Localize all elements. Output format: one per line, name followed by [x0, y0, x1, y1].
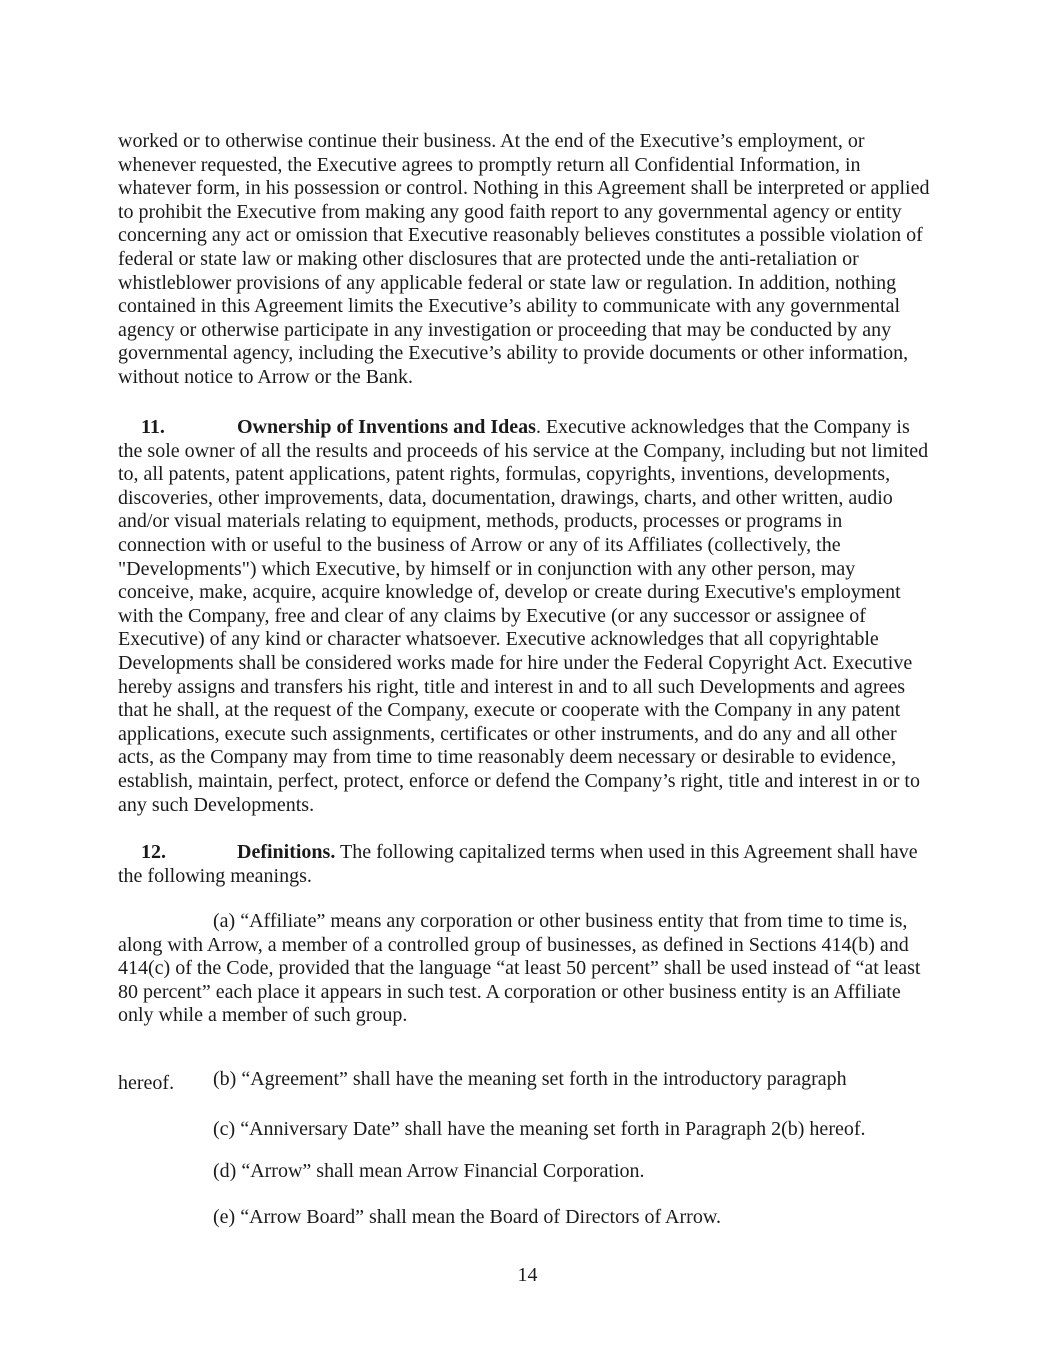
continued-paragraph: worked or to otherwise continue their business. At the end of the Executive’s employment, or whenever requested, the Executive agrees to promptly return all Confidential Information, in whatever form, in his possession or control. Nothing in this Agreement shall be interpreted or applied to prohibit the Executive from making any good faith report to any governmental agency or entity concerning any act or omission that Executive reasonably believes constitutes a possible violation of federal or state law or making other disclosures that are protected unde the anti-retaliation or whistleblower provisions of any applicable federal or state law or regulation. In addition, nothing contained in this Agreement limits the Executive’s ability to communicate with any governmental agency or otherwise participate in any investigation or proceeding that may be conducted by any governmental agency, including the Executive’s ability to provide documents or other information, without notice to Arrow or the Bank. [118, 130, 930, 388]
section-12-body: The following capitalized terms when used in this Agreement shall have the following meanings. [118, 841, 918, 887]
definition-affiliate [118, 910, 933, 1028]
section-11-paragraph [118, 416, 933, 817]
section-12-paragraph [118, 841, 933, 888]
definition-affiliate-text: (a) “Affiliate” means any corporation or other business entity that from time to time is, along with Arrow, a member of a controlled group of businesses, as defined in Sections 414(b) and 414(c) of the Code, provided that the language “at least 50 percent” shall be used instead of “at least 80 percent” each place it appears in such test. A corporation or other business entity is an Affiliate only while a member of such group. [118, 910, 921, 1027]
page-number: 14 [517, 1264, 538, 1286]
section-12-number: 12. [141, 841, 166, 863]
section-11-body: . Executive acknowledges that the Company is the sole owner of all the results and proceeds of his service at the Company, including but not limited to, all patents, patent applications, patent rights, formulas, copyrights, inventions, developments, discoveries, other improvements, data, documentation, drawings, charts, and other written, audio and/or visual materials relating to equipment, methods, products, processes or programs in connection with or useful to the business of Arrow or any of its Affiliates (collectively, the "Developments") which Executive, by himself or in conjunction with any other person, may conceive, make, acquire, acquire knowledge of, develop or create during Executive's employment with the Company, free and clear of any claims by Executive (or any successor or assignee of Executive) of any kind or character whatsoever. Executive acknowledges that all copyrightable Developments shall be considered works made for hire under the Federal Copyright Act. Executive hereby assigns and transfers his right, title and interest in and to all such Developments and agrees that he shall, at the request of the Company, execute or cooperate with the Company in any patent applications, execute such assignments, certificates or other instruments, and do any and all other acts, as the Company may from time to time reasonably deem necessary or desirable to evidence, establish, maintain, perfect, protect, enforce or defend the Company’s right, title and interest in or to any such Developments. [118, 416, 929, 816]
definition-arrow-board: (e) “Arrow Board” shall mean the Board of Directors of Arrow. [213, 1206, 721, 1228]
definition-agreement-continued: hereof. [118, 1072, 175, 1094]
section-12-title: Definitions. [237, 841, 336, 863]
section-11-number: 11. [141, 416, 165, 438]
section-11-title: Ownership of Inventions and Ideas [237, 416, 536, 438]
definition-agreement: (b) “Agreement” shall have the meaning set forth in the introductory paragraph [213, 1068, 847, 1090]
definition-arrow: (d) “Arrow” shall mean Arrow Financial Corporation. [213, 1160, 645, 1182]
definition-anniversary-date: (c) “Anniversary Date” shall have the meaning set forth in Paragraph 2(b) hereof. [213, 1118, 866, 1140]
